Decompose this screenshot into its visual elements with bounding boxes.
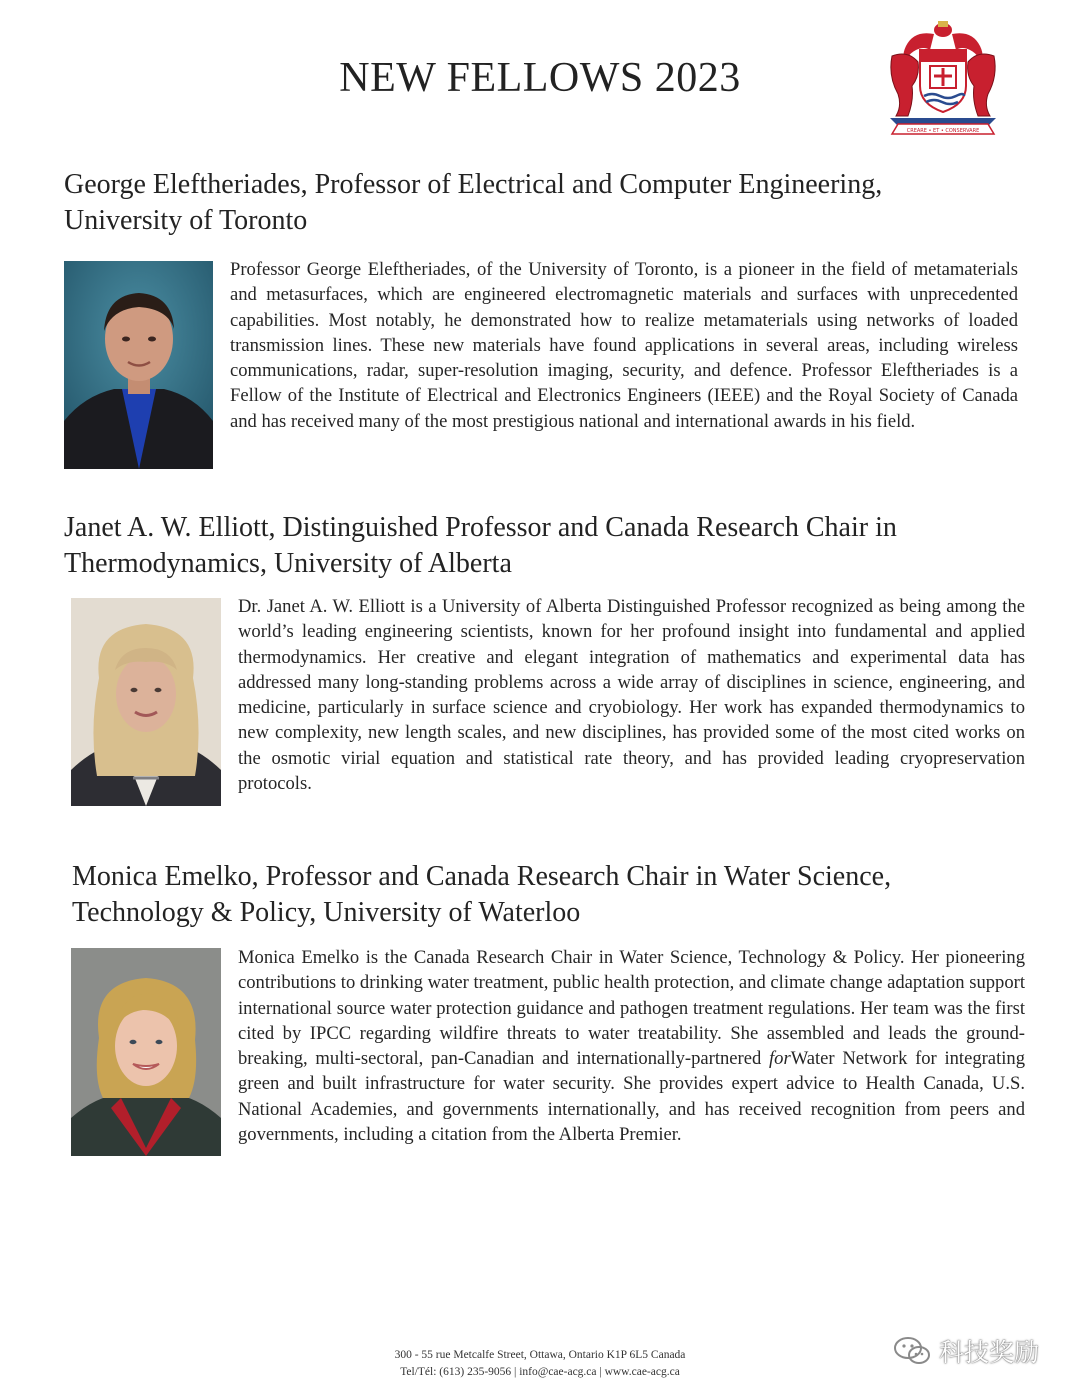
fellow-name-eleftheriades <box>64 167 1024 239</box>
fellow-name-line1: Janet A. W. Elliott, Distinguished Professor and Canada Research Chair in <box>64 512 897 543</box>
portrait-photo-emelko <box>71 948 221 1156</box>
footer-contact: Tel/Tél: (613) 235-9056 | info@cae-acg.ca | www.cae-acg.ca <box>400 1366 680 1378</box>
footer-address: 300 - 55 rue Metcalfe Street, Ottawa, Ontario K1P 6L5 Canada <box>394 1349 686 1361</box>
bio-text-part: Monica Emelko is the Canada Research Chair in Water Science, Technology & Policy. Her pioneering contributions to drinking water treatment, public health protection, and climate change adaptation support international source water protection guidance and pathogen treatment regulations. Her team was the first cited by IPCC regarding wildfire threats to water treatability. She assembled and leads the ground-breaking, multi-sectoral, pan-Canadian and internationally-partnered <box>238 947 1025 1070</box>
fellow-bio-eleftheriades: Professor George Eleftheriades, of the University of Toronto, is a pioneer in the field of metamaterials and metasurfaces, which are engineered electromagnetic materials and surfaces with unprecedented capabilities. Most notably, he demonstrated how to realize metamaterials using networks of loaded transmission lines. These new materials have found applications in several areas, including wireless communications, radar, super-resolution imaging, security, and defence. Professor Eleftheriades is a Fellow of the Institute of Electrical and Electronics Engineers (IEEE) and the Royal Society of Canada and has received many of the most prestigious national and international awards in his field. <box>230 259 1018 432</box>
fellow-name-line2: Technology & Policy, University of Waterloo <box>72 897 581 928</box>
watermark <box>893 1333 1039 1369</box>
fellow-name-line2: Thermodynamics, University of Alberta <box>64 548 512 579</box>
svg-text:CREARE • ET • CONSERVARE: CREARE • ET • CONSERVARE <box>906 128 980 134</box>
fellow-name-line1: Monica Emelko, Professor and Canada Research Chair in Water Science, <box>72 861 892 892</box>
coat-of-arms-logo <box>884 16 1002 136</box>
fellow-name-emelko <box>72 859 1032 931</box>
fellow-bio-emelko <box>238 945 1025 1147</box>
portrait-photo-elliott <box>71 598 221 806</box>
fellow-name-line2: University of Toronto <box>64 205 308 236</box>
bio-text-part: Water Network for integrating green and built infrastructure for water security. She provides expert advice to Health Canada, U.S. National Academies, and governments internationally, and has received recognition from peers and governments, including a citation from the Alberta Premier. <box>238 1048 1025 1146</box>
wechat-icon <box>893 1336 931 1366</box>
bio-italic-for: for <box>769 1048 791 1070</box>
fellow-name-line1: George Eleftheriades, Professor of Electrical and Computer Engineering, <box>64 169 883 200</box>
portrait-photo-eleftheriades <box>64 261 213 469</box>
page-title: NEW FELLOWS 2023 <box>339 55 741 101</box>
fellow-bio-elliott: Dr. Janet A. W. Elliott is a University of Alberta Distinguished Professor recognized as being among the world’s leading engineering scientists, known for her profound insight into fundamental and applied thermodynamics. Her creative and elegant integration of mathematics and experimental data has addressed many long-standing problems across a wide array of disciplines in science, engineering, and medicine, particularly in surface science and cryobiology. Her work has expanded thermodynamics to new complexity, new length scales, and new disciplines, has provided some of the most cited works on the osmotic virial equation and statistical rate theory, and has provided leading cryopreservation protocols. <box>238 596 1025 795</box>
fellow-name-elliott <box>64 510 1024 582</box>
watermark-text: 科技奖励 <box>939 1338 1040 1367</box>
